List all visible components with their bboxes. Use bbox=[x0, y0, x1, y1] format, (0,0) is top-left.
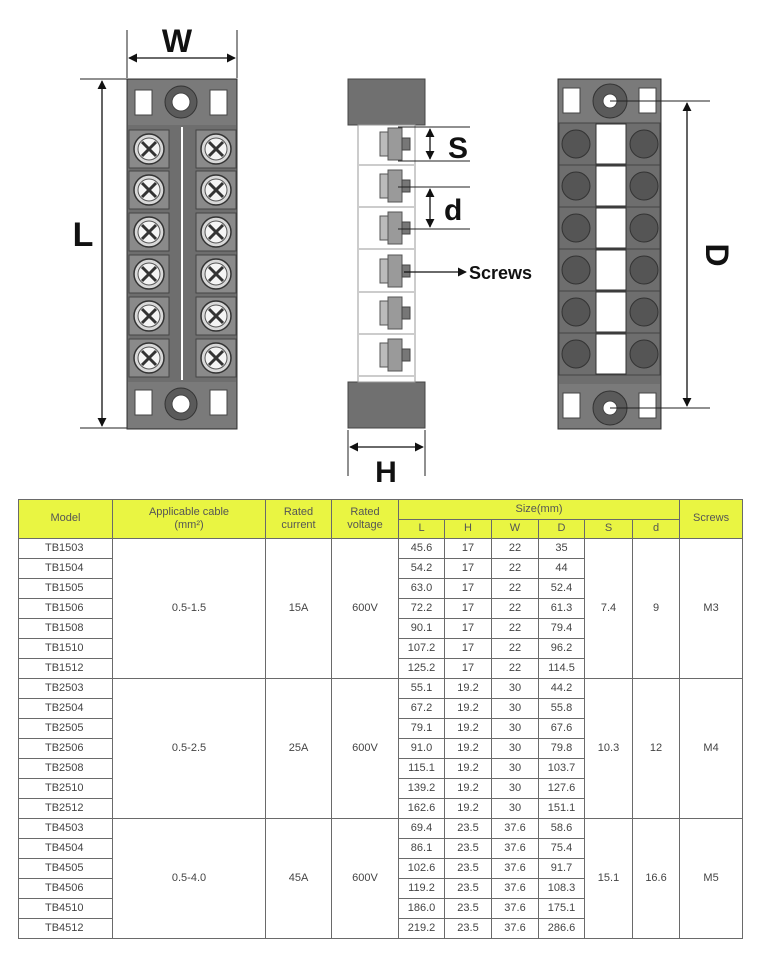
header-d: d bbox=[633, 520, 680, 539]
size-H-cell: 23.5 bbox=[445, 919, 492, 939]
size-L-cell: 219.2 bbox=[399, 919, 445, 939]
size-D-cell: 75.4 bbox=[539, 839, 585, 859]
size-L-cell: 119.2 bbox=[399, 879, 445, 899]
size-D-cell: 91.7 bbox=[539, 859, 585, 879]
header-S: S bbox=[585, 520, 633, 539]
size-H-cell: 17 bbox=[445, 619, 492, 639]
cable-cell: 0.5-4.0 bbox=[113, 819, 266, 939]
model-cell: TB4503 bbox=[19, 819, 113, 839]
model-cell: TB4505 bbox=[19, 859, 113, 879]
back-slot bbox=[559, 123, 660, 165]
header-current-line2: current bbox=[281, 519, 316, 531]
size-W-cell: 37.6 bbox=[492, 919, 539, 939]
size-D-cell: 44 bbox=[539, 559, 585, 579]
size-L-cell: 86.1 bbox=[399, 839, 445, 859]
size-S-cell: 15.1 bbox=[585, 819, 633, 939]
size-H-cell: 23.5 bbox=[445, 879, 492, 899]
model-cell: TB1506 bbox=[19, 599, 113, 619]
model-cell: TB1508 bbox=[19, 619, 113, 639]
pitch-label: d bbox=[444, 194, 463, 227]
size-D-cell: 55.8 bbox=[539, 699, 585, 719]
size-W-cell: 37.6 bbox=[492, 859, 539, 879]
size-D-cell: 286.6 bbox=[539, 919, 585, 939]
spec-table bbox=[18, 499, 743, 939]
screw-head-icon bbox=[196, 171, 236, 209]
model-cell: TB2506 bbox=[19, 739, 113, 759]
model-cell: TB2510 bbox=[19, 779, 113, 799]
size-H-cell: 23.5 bbox=[445, 839, 492, 859]
header-D: D bbox=[539, 520, 585, 539]
size-L-cell: 90.1 bbox=[399, 619, 445, 639]
back-slot bbox=[559, 165, 660, 207]
size-W-cell: 22 bbox=[492, 619, 539, 639]
model-cell: TB1504 bbox=[19, 559, 113, 579]
size-L-cell: 115.1 bbox=[399, 759, 445, 779]
side-view bbox=[348, 79, 532, 489]
table-row bbox=[19, 539, 743, 559]
size-W-cell: 30 bbox=[492, 799, 539, 819]
model-cell: TB4504 bbox=[19, 839, 113, 859]
size-D-cell: 127.6 bbox=[539, 779, 585, 799]
screw-head-icon bbox=[129, 130, 169, 168]
header-H: H bbox=[445, 520, 492, 539]
size-D-cell: 79.4 bbox=[539, 619, 585, 639]
header-rated-voltage bbox=[332, 500, 399, 539]
size-H-cell: 17 bbox=[445, 639, 492, 659]
size-d-cell: 16.6 bbox=[633, 819, 680, 939]
size-H-cell: 23.5 bbox=[445, 899, 492, 919]
size-W-cell: 37.6 bbox=[492, 819, 539, 839]
size-H-cell: 23.5 bbox=[445, 859, 492, 879]
size-H-cell: 17 bbox=[445, 559, 492, 579]
model-cell: TB1503 bbox=[19, 539, 113, 559]
screw-head-icon bbox=[129, 297, 169, 335]
screw-head-icon bbox=[129, 213, 169, 251]
table-row bbox=[19, 679, 743, 699]
size-d-cell: 12 bbox=[633, 679, 680, 819]
size-D-cell: 103.7 bbox=[539, 759, 585, 779]
size-D-cell: 52.4 bbox=[539, 579, 585, 599]
screw-head-icon bbox=[129, 255, 169, 293]
screw-head-icon bbox=[196, 213, 236, 251]
size-L-cell: 125.2 bbox=[399, 659, 445, 679]
size-H-cell: 19.2 bbox=[445, 679, 492, 699]
model-cell: TB2508 bbox=[19, 759, 113, 779]
model-cell: TB1510 bbox=[19, 639, 113, 659]
header-cable-unit: (mm²) bbox=[174, 519, 204, 531]
spec-table-body bbox=[19, 539, 743, 939]
model-cell: TB2505 bbox=[19, 719, 113, 739]
size-D-cell: 44.2 bbox=[539, 679, 585, 699]
size-H-cell: 17 bbox=[445, 579, 492, 599]
size-L-cell: 63.0 bbox=[399, 579, 445, 599]
size-L-cell: 55.1 bbox=[399, 679, 445, 699]
model-cell: TB2512 bbox=[19, 799, 113, 819]
size-D-cell: 79.8 bbox=[539, 739, 585, 759]
current-cell: 45A bbox=[266, 819, 332, 939]
size-D-cell: 108.3 bbox=[539, 879, 585, 899]
size-d-cell: 9 bbox=[633, 539, 680, 679]
screw-head-icon bbox=[196, 297, 236, 335]
size-D-cell: 67.6 bbox=[539, 719, 585, 739]
size-H-cell: 19.2 bbox=[445, 719, 492, 739]
table-row bbox=[19, 819, 743, 839]
back-slot bbox=[559, 333, 660, 375]
size-L-cell: 72.2 bbox=[399, 599, 445, 619]
header-screws: Screws bbox=[680, 500, 743, 539]
model-cell: TB4512 bbox=[19, 919, 113, 939]
screws-callout: Screws bbox=[469, 263, 533, 283]
height-label: H bbox=[375, 456, 397, 489]
size-H-cell: 17 bbox=[445, 599, 492, 619]
size-W-cell: 30 bbox=[492, 779, 539, 799]
header-size: Size(mm) bbox=[399, 500, 680, 520]
size-H-cell: 19.2 bbox=[445, 759, 492, 779]
size-W-cell: 22 bbox=[492, 659, 539, 679]
back-slot bbox=[559, 207, 660, 249]
screw-head-icon bbox=[196, 130, 236, 168]
header-L: L bbox=[399, 520, 445, 539]
size-D-cell: 175.1 bbox=[539, 899, 585, 919]
size-D-cell: 96.2 bbox=[539, 639, 585, 659]
size-D-cell: 61.3 bbox=[539, 599, 585, 619]
cable-cell: 0.5-1.5 bbox=[113, 539, 266, 679]
size-D-cell: 151.1 bbox=[539, 799, 585, 819]
size-H-cell: 19.2 bbox=[445, 799, 492, 819]
size-L-cell: 139.2 bbox=[399, 779, 445, 799]
width-label: W bbox=[161, 23, 193, 59]
size-W-cell: 37.6 bbox=[492, 899, 539, 919]
size-W-cell: 30 bbox=[492, 679, 539, 699]
screw-head-icon bbox=[129, 171, 169, 209]
header-current-line1: Rated bbox=[283, 505, 314, 518]
size-S-cell: 7.4 bbox=[585, 539, 633, 679]
size-L-cell: 69.4 bbox=[399, 819, 445, 839]
size-H-cell: 17 bbox=[445, 539, 492, 559]
size-W-cell: 30 bbox=[492, 719, 539, 739]
header-model: Model bbox=[19, 500, 113, 539]
size-W-cell: 30 bbox=[492, 759, 539, 779]
size-D-cell: 114.5 bbox=[539, 659, 585, 679]
size-W-cell: 22 bbox=[492, 639, 539, 659]
size-S-cell: 10.3 bbox=[585, 679, 633, 819]
size-L-cell: 79.1 bbox=[399, 719, 445, 739]
header-voltage-line2: voltage bbox=[347, 519, 383, 531]
size-H-cell: 19.2 bbox=[445, 739, 492, 759]
size-W-cell: 30 bbox=[492, 739, 539, 759]
screw-head-icon bbox=[196, 339, 236, 377]
voltage-cell: 600V bbox=[332, 679, 399, 819]
model-cell: TB4510 bbox=[19, 899, 113, 919]
size-L-cell: 107.2 bbox=[399, 639, 445, 659]
size-L-cell: 45.6 bbox=[399, 539, 445, 559]
screws-cell: M3 bbox=[680, 539, 743, 679]
model-cell: TB4506 bbox=[19, 879, 113, 899]
header-cable-text: Applicable cable bbox=[148, 505, 230, 518]
screws-cell: M5 bbox=[680, 819, 743, 939]
size-L-cell: 54.2 bbox=[399, 559, 445, 579]
model-cell: TB1505 bbox=[19, 579, 113, 599]
spacing-label: S bbox=[448, 132, 469, 165]
header-voltage-line1: Rated bbox=[350, 505, 380, 518]
size-W-cell: 22 bbox=[492, 579, 539, 599]
size-W-cell: 22 bbox=[492, 559, 539, 579]
size-H-cell: 23.5 bbox=[445, 819, 492, 839]
size-W-cell: 22 bbox=[492, 539, 539, 559]
back-view bbox=[558, 79, 735, 429]
model-cell: TB2504 bbox=[19, 699, 113, 719]
voltage-cell: 600V bbox=[332, 539, 399, 679]
header-applicable-cable bbox=[113, 500, 266, 539]
size-L-cell: 186.0 bbox=[399, 899, 445, 919]
front-view bbox=[73, 23, 237, 429]
voltage-cell: 600V bbox=[332, 819, 399, 939]
cable-cell: 0.5-2.5 bbox=[113, 679, 266, 819]
current-cell: 25A bbox=[266, 679, 332, 819]
size-W-cell: 37.6 bbox=[492, 879, 539, 899]
size-L-cell: 67.2 bbox=[399, 699, 445, 719]
header-W: W bbox=[492, 520, 539, 539]
model-cell: TB1512 bbox=[19, 659, 113, 679]
current-cell: 15A bbox=[266, 539, 332, 679]
size-L-cell: 162.6 bbox=[399, 799, 445, 819]
size-L-cell: 91.0 bbox=[399, 739, 445, 759]
back-slot bbox=[559, 249, 660, 291]
size-W-cell: 22 bbox=[492, 599, 539, 619]
size-H-cell: 19.2 bbox=[445, 779, 492, 799]
size-D-cell: 35 bbox=[539, 539, 585, 559]
length-label: L bbox=[72, 216, 94, 254]
header-rated-current bbox=[266, 500, 332, 539]
size-D-cell: 58.6 bbox=[539, 819, 585, 839]
size-H-cell: 17 bbox=[445, 659, 492, 679]
size-H-cell: 19.2 bbox=[445, 699, 492, 719]
model-cell: TB2503 bbox=[19, 679, 113, 699]
screw-head-icon bbox=[196, 255, 236, 293]
size-L-cell: 102.6 bbox=[399, 859, 445, 879]
screws-cell: M4 bbox=[680, 679, 743, 819]
size-W-cell: 30 bbox=[492, 699, 539, 719]
size-W-cell: 37.6 bbox=[492, 839, 539, 859]
back-slot bbox=[559, 291, 660, 333]
screw-head-icon bbox=[129, 339, 169, 377]
mount-distance-label: D bbox=[699, 243, 735, 267]
